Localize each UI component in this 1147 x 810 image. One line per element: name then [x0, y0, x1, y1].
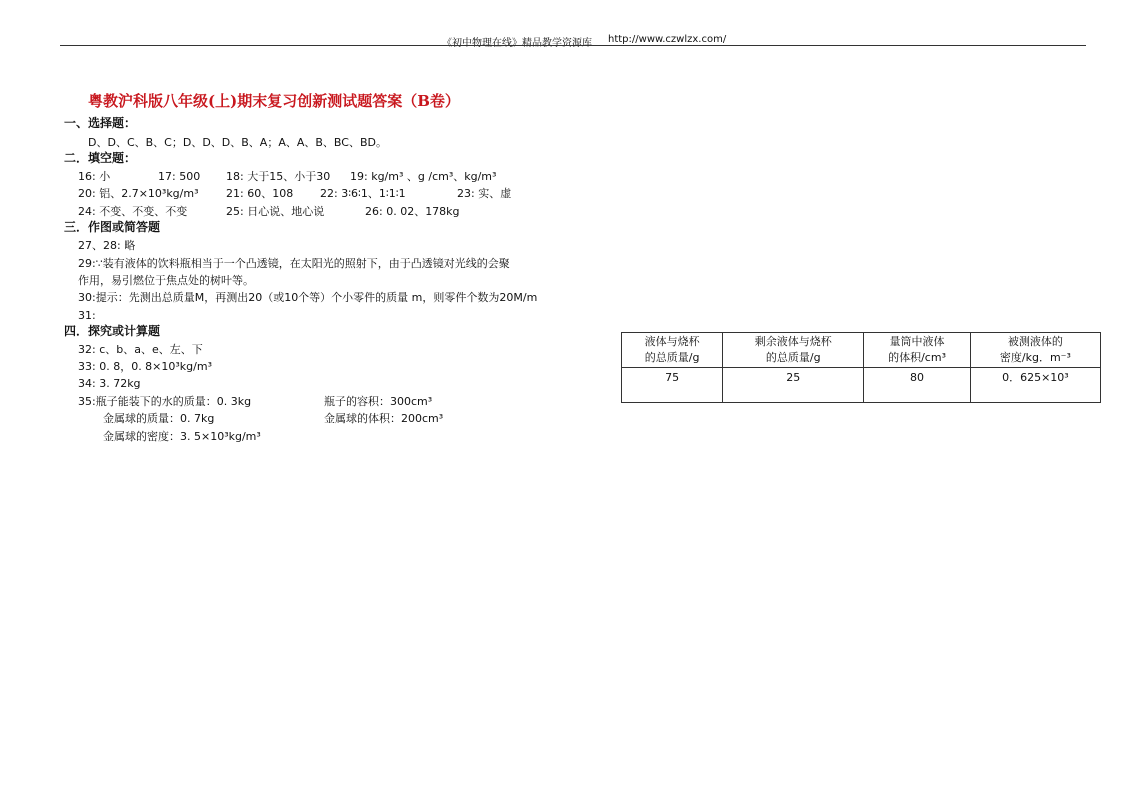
answer-30: 30:提示：先测出总质量M，再测出20（或10个等）个小零件的质量 m，则零件个数为20M/m — [78, 291, 538, 304]
answer-27-28: 27、28: 略 — [78, 239, 136, 252]
answer-35-ball-density: 金属球的密度：3. 5×10³kg/m³ — [103, 430, 261, 443]
header-divider — [60, 45, 1086, 46]
table-cell: 80 — [864, 368, 970, 403]
answer-21: 21: 60、108 — [226, 187, 294, 200]
header-line: 剩余液体与烧杯 — [754, 335, 832, 348]
answer-33: 33: 0. 8，0. 8×10³kg/m³ — [78, 360, 212, 373]
answer-26: 26: 0. 02、178kg — [365, 205, 460, 218]
table-header-cell — [622, 333, 723, 368]
answer-17: 17: 500 — [158, 170, 201, 183]
table-header-cell — [864, 333, 970, 368]
answer-16: 16: 小 — [78, 170, 111, 183]
choice-answers: D、D、C、B、C；D、D、D、B、A；A、A、B、BC、BD。 — [88, 136, 387, 149]
header-line: 量筒中液体 — [889, 335, 945, 348]
table-header-cell — [723, 333, 864, 368]
table-cell: 25 — [723, 368, 864, 403]
answer-35-ball-volume: 金属球的体积：200cm³ — [324, 412, 444, 425]
answer-29-line2: 作用，易引燃位于焦点处的树叶等。 — [78, 274, 254, 287]
answer-35-water-mass: 35:瓶子能装下的水的质量：0. 3kg — [78, 395, 252, 408]
answer-20: 20: 铝、2.7×10³kg/m³ — [78, 187, 199, 200]
header-line: 的体积/cm³ — [888, 351, 946, 364]
header-line: 的总质量/g — [765, 351, 821, 364]
table-cell: 75 — [622, 368, 723, 403]
answer-18: 18: 大于15、小于30 — [226, 170, 331, 183]
answer-34: 34: 3. 72kg — [78, 377, 141, 390]
page-title: 粤教沪科版八年级(上)期末复习创新测试题答案（B卷） — [88, 92, 460, 110]
section-heading-calc: 四．探究或计算题 — [64, 324, 161, 338]
header-line: 被测液体的 — [1007, 335, 1063, 348]
header-line: 液体与烧杯 — [644, 335, 700, 348]
header-line: 的总质量/g — [644, 351, 700, 364]
answer-22: 22: 3∶6∶1、1∶1∶1 — [320, 187, 406, 200]
answer-35-bottle-volume: 瓶子的容积：300cm³ — [324, 395, 433, 408]
answer-31: 31: — [78, 309, 96, 322]
table-cell: 0．625×10³ — [970, 368, 1100, 403]
header-site-name: 《初中物理在线》精品教学资源库 — [442, 38, 592, 49]
answer-35-ball-mass: 金属球的质量：0. 7kg — [103, 412, 215, 425]
section-heading-drawing: 三．作图或简答题 — [64, 220, 161, 234]
measurement-table — [621, 332, 1101, 403]
answer-25: 25: 日心说、地心说 — [226, 205, 325, 218]
answer-19: 19: kg/m³ 、g /cm³、kg/m³ — [350, 170, 497, 183]
answer-24: 24: 不变、不变、不变 — [78, 205, 188, 218]
section-heading-choice: 一、选择题： — [64, 116, 137, 130]
header-url: http://www.czwlzx.com/ — [608, 34, 727, 45]
table-header-cell — [970, 333, 1100, 368]
answer-32: 32: c、b、a、e、左、下 — [78, 343, 203, 356]
answer-29-line1: 29:∵装有液体的饮料瓶相当于一个凸透镜，在太阳光的照射下，由于凸透镜对光线的会聚 — [78, 257, 510, 270]
table-header-row — [622, 333, 1101, 368]
answer-23: 23: 实、虚 — [457, 187, 512, 200]
header-line: 密度/kg．m⁻³ — [999, 351, 1071, 364]
table-row — [622, 368, 1101, 403]
section-heading-fill: 二．填空题： — [64, 151, 137, 165]
